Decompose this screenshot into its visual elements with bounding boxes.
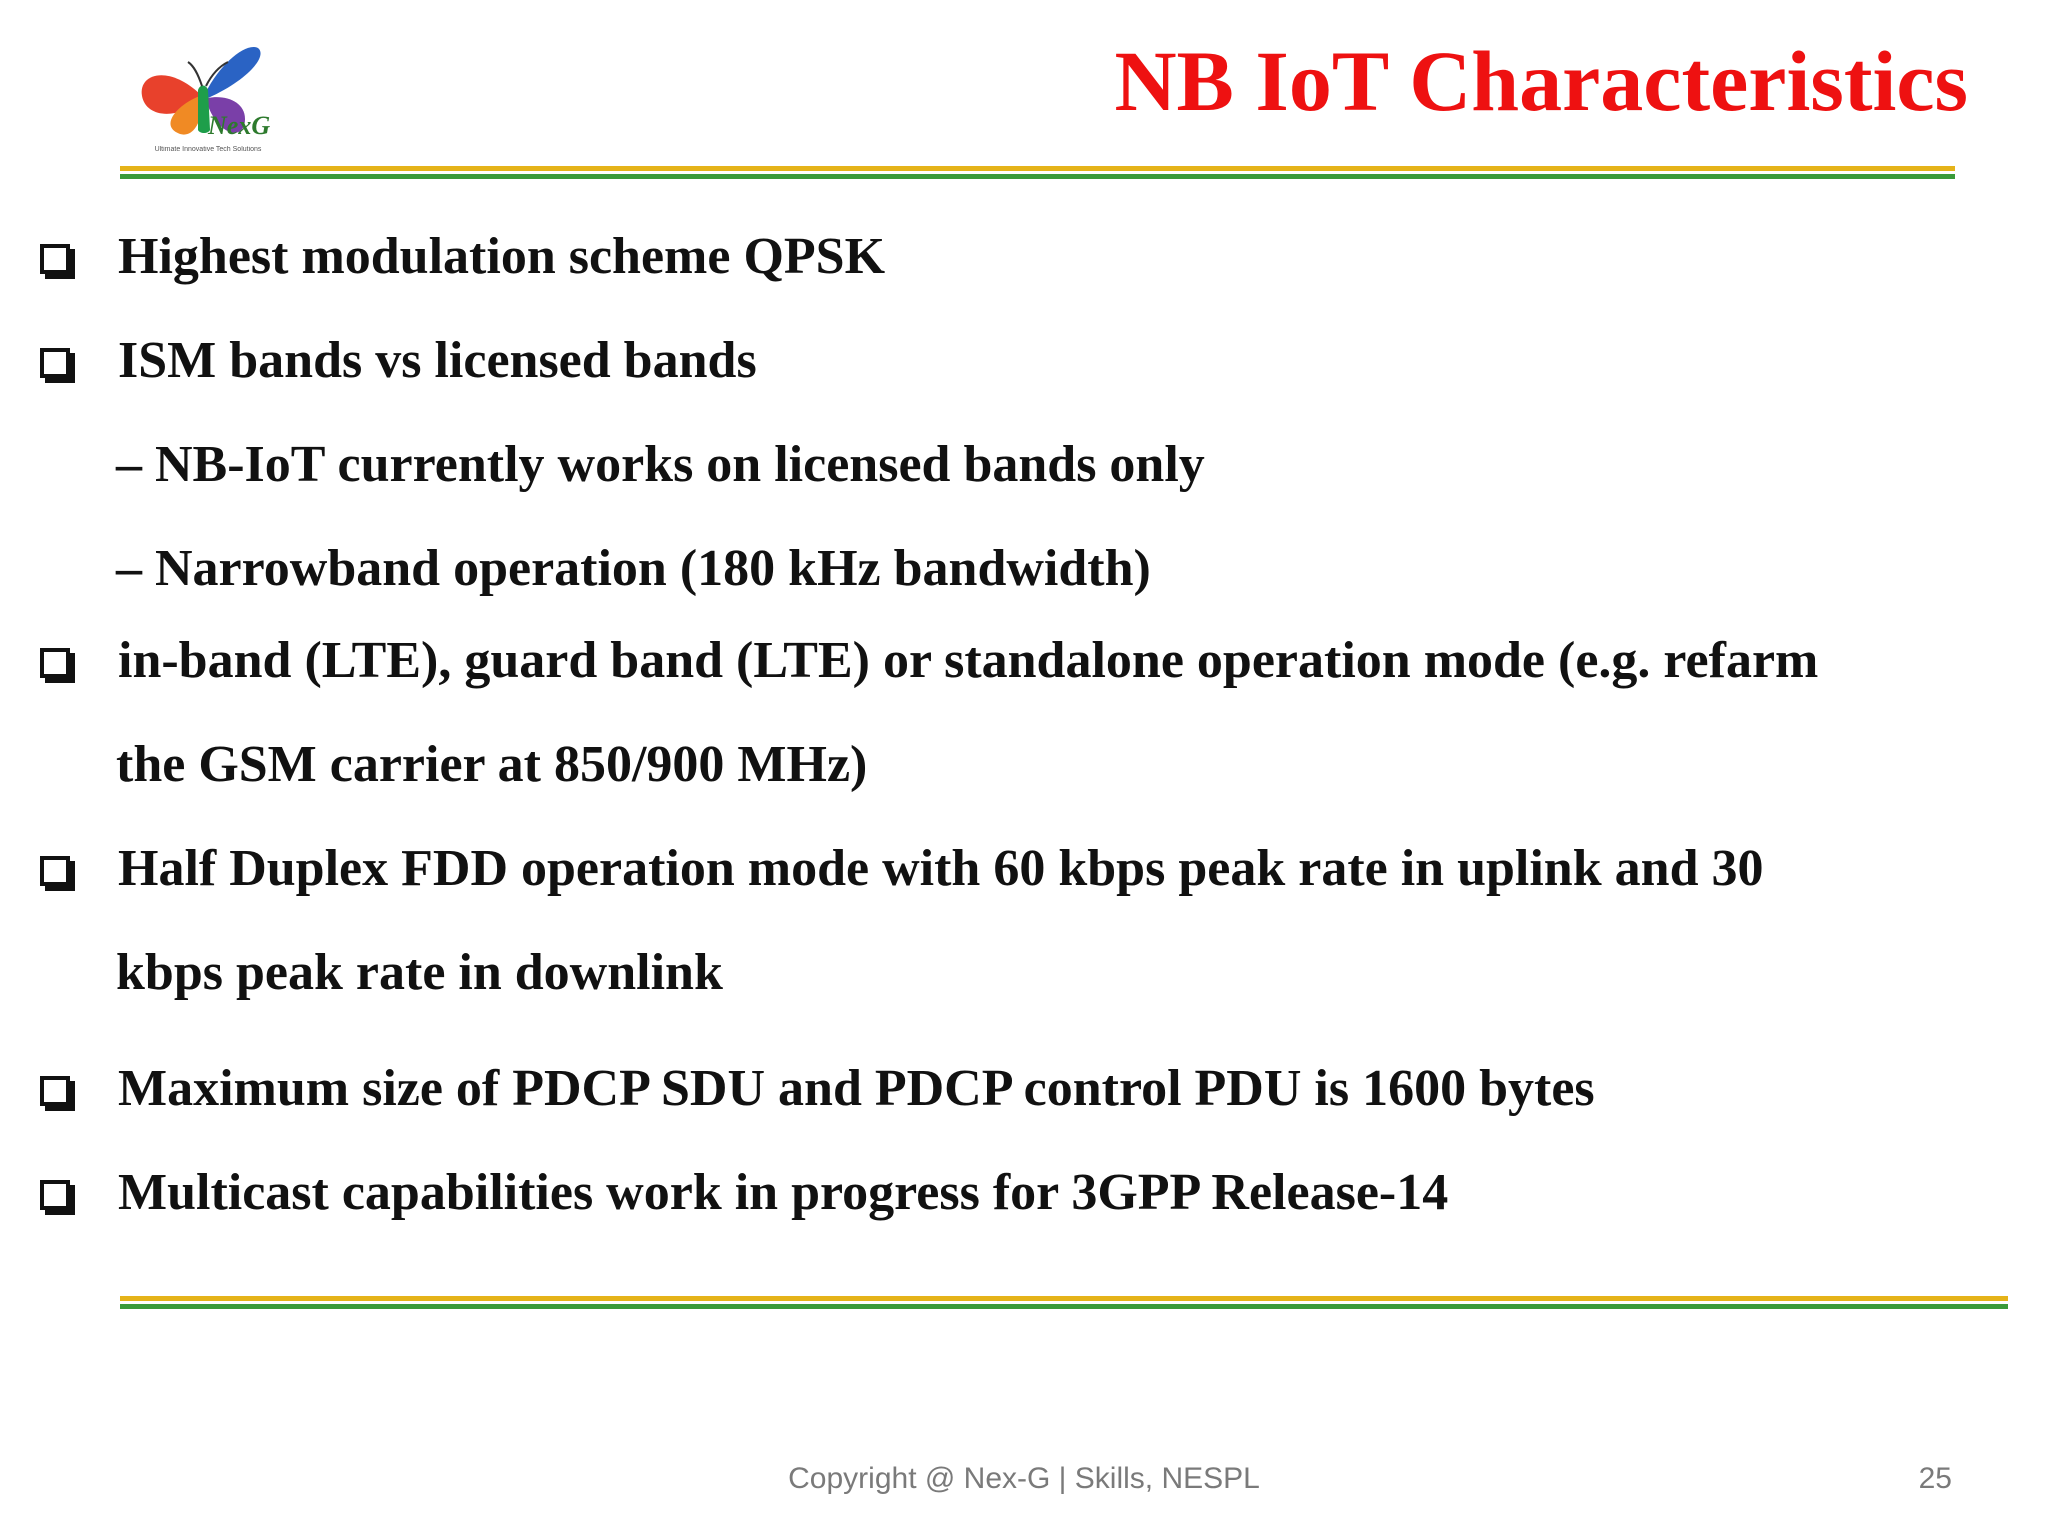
checkbox-bullet-icon — [40, 348, 70, 378]
footer-divider — [120, 1296, 2008, 1302]
bullet-continuation: kbps peak rate in downlink — [116, 944, 723, 1001]
bullet-text: Half Duplex FDD operation mode with 60 kbps peak rate in uplink and 30 — [118, 840, 1764, 897]
copyright-footer: Copyright @ Nex-G | Skills, NESPL — [788, 1462, 1260, 1495]
butterfly-logo-icon — [128, 34, 288, 144]
logo-tagline: Ultimate Innovative Tech Solutions — [154, 146, 262, 153]
bullet-text: Multicast capabilities work in progress for 3GPP Release-14 — [118, 1164, 1449, 1221]
checkbox-bullet-icon — [40, 1180, 70, 1210]
header-divider — [120, 166, 1955, 172]
checkbox-bullet-icon — [40, 1076, 70, 1106]
bullet-continuation: the GSM carrier at 850/900 MHz) — [116, 736, 868, 793]
sub-point: – Narrowband operation (180 kHz bandwidth) — [116, 540, 1151, 597]
sub-point: – NB-IoT currently works on licensed bands only — [116, 436, 1205, 493]
logo-wordmark: NexG — [208, 111, 271, 140]
checkbox-bullet-icon — [40, 244, 70, 274]
company-logo — [128, 34, 288, 164]
bullet-text: Maximum size of PDCP SDU and PDCP control PDU is 1600 bytes — [118, 1060, 1595, 1117]
checkbox-bullet-icon — [40, 648, 70, 678]
page-number: 25 — [1918, 1462, 1952, 1495]
bullet-text: ISM bands vs licensed bands — [118, 332, 757, 389]
slide-title: NB IoT Characteristics — [1114, 33, 1968, 129]
bullet-text: in-band (LTE), guard band (LTE) or standalone operation mode (e.g. refarm — [118, 632, 1819, 689]
bullet-text: Highest modulation scheme QPSK — [118, 228, 886, 285]
checkbox-bullet-icon — [40, 856, 70, 886]
